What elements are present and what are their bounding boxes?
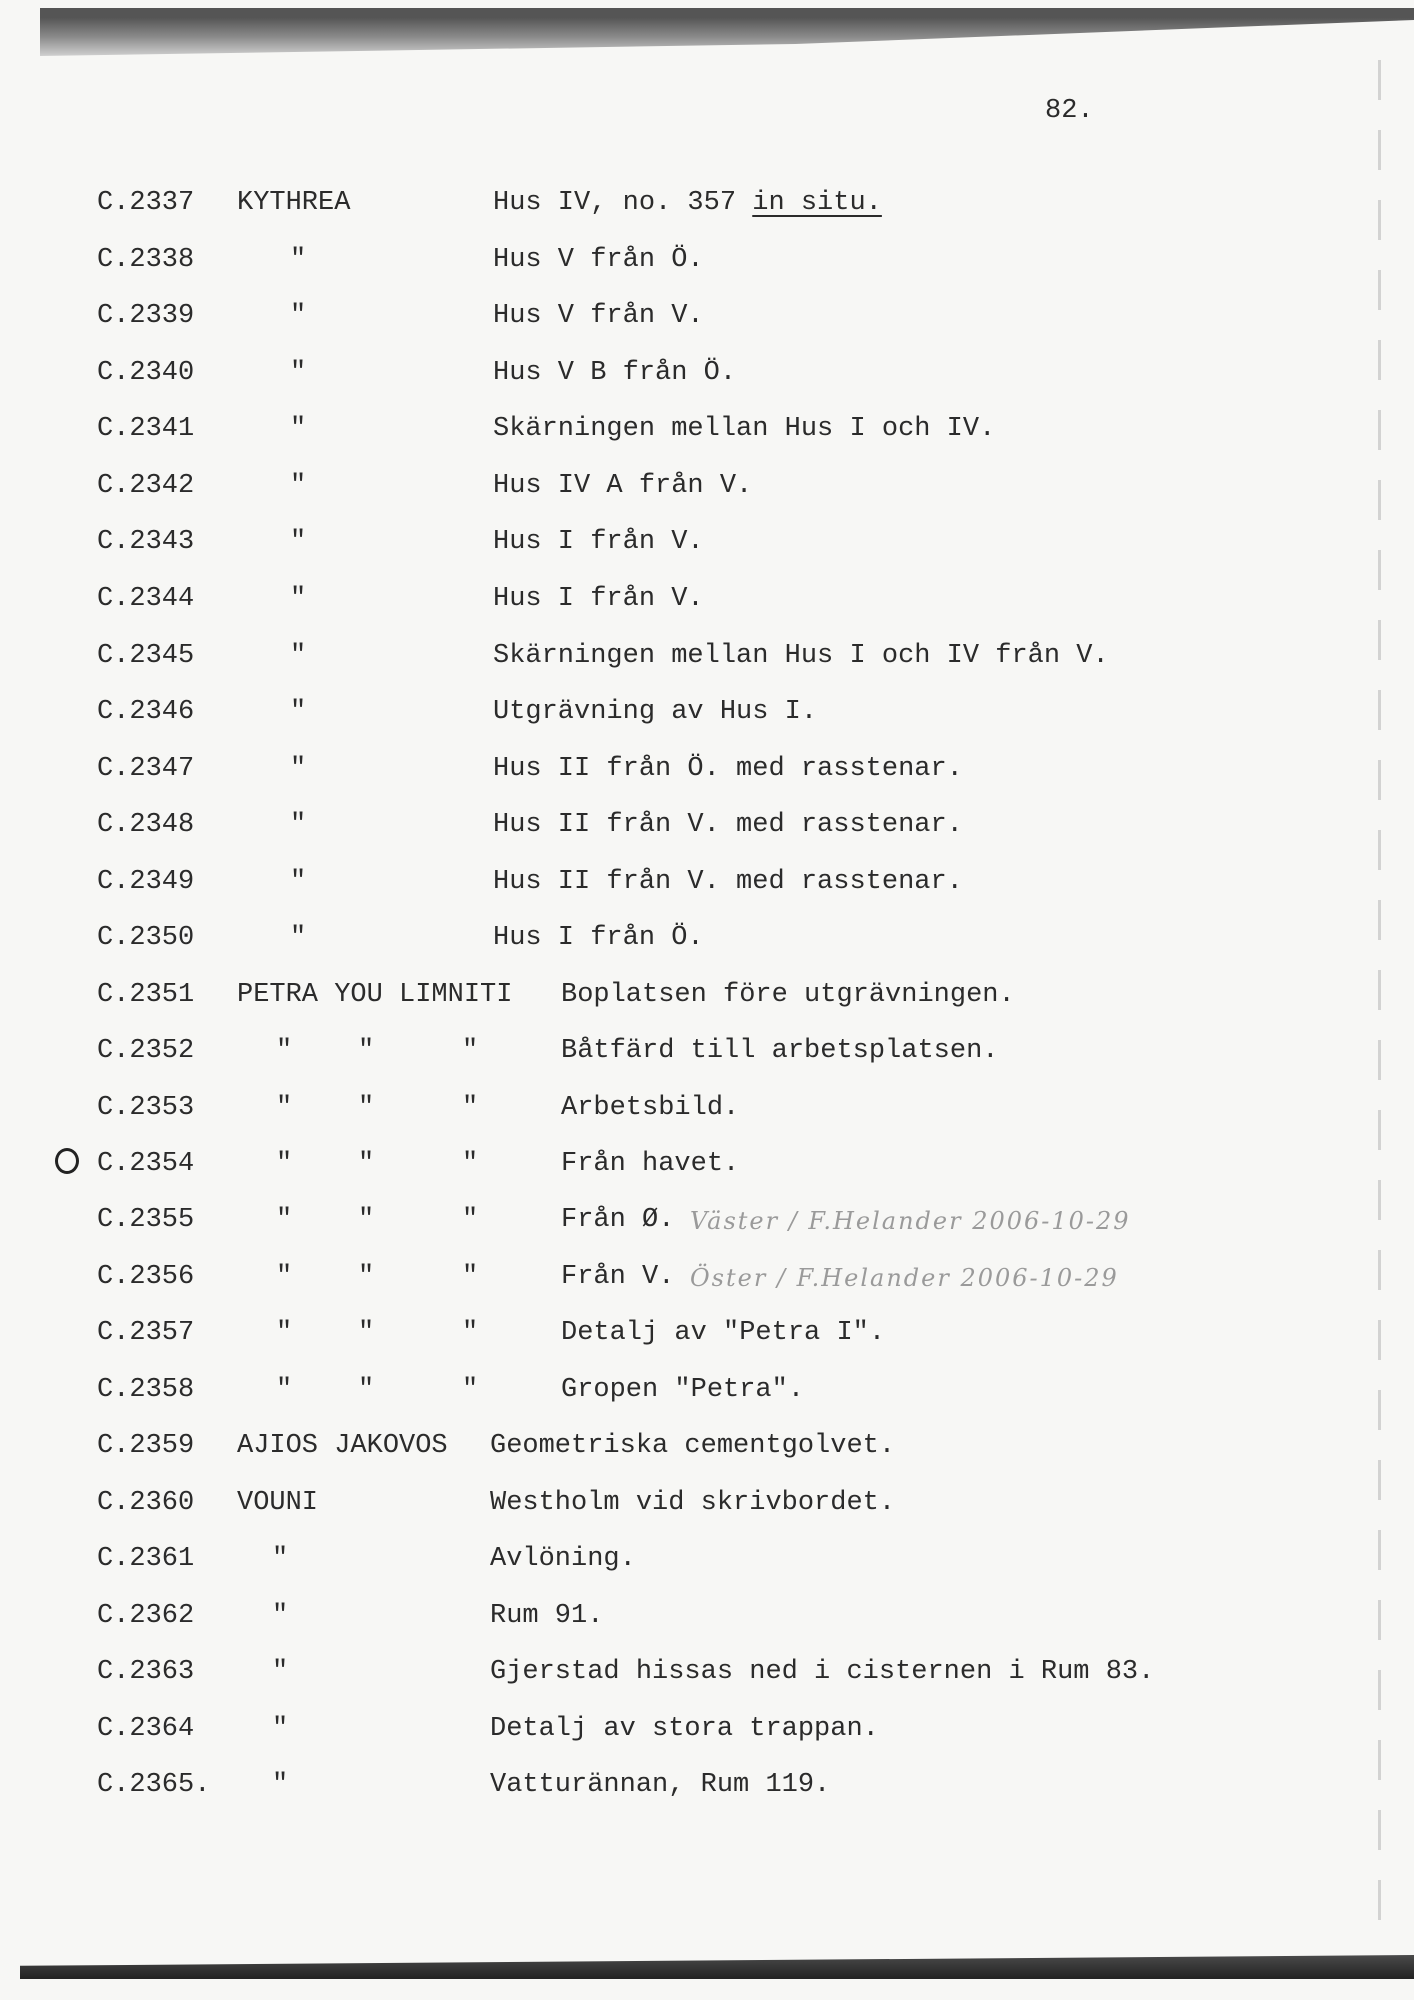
list-item [0,358,1380,398]
catalog-number: C.2346 [97,697,195,727]
list-item [0,1657,1380,1697]
ditto-mark: " [272,1714,289,1744]
list-item [0,697,1380,737]
ditto-mark: " [358,1262,375,1292]
ditto-mark: " [462,1149,479,1179]
description: Rum 91. [490,1601,604,1631]
handwritten-annotation: Öster / F.Helander 2006-10-29 [690,1264,1119,1292]
place-name: KYTHREA [237,188,351,218]
ditto-mark: " [290,641,307,671]
ditto-mark: " [462,1036,479,1066]
description: Hus I från V. [493,584,704,614]
catalog-number: C.2354 [97,1149,195,1179]
ditto-mark: " [276,1318,293,1348]
ditto-mark: " [272,1770,289,1800]
catalog-number: C.2362 [97,1601,195,1631]
place-name: PETRA YOU LIMNITI [237,980,513,1010]
catalog-number: C.2350 [97,923,195,953]
catalog-number: C.2348 [97,810,195,840]
list-item [0,1149,1380,1189]
list-item [0,584,1380,624]
ditto-mark: " [290,301,307,331]
ditto-mark: " [290,697,307,727]
list-item [0,810,1380,850]
ditto-mark: " [272,1601,289,1631]
handwritten-annotation: Väster / F.Helander 2006-10-29 [690,1207,1131,1235]
ditto-mark: " [290,810,307,840]
ditto-mark: " [290,358,307,388]
catalog-number: C.2337 [97,188,195,218]
description: Westholm vid skrivbordet. [490,1488,896,1518]
description: Utgrävning av Hus I. [493,697,818,727]
description: Från havet. [561,1149,740,1179]
list-item [0,641,1380,681]
catalog-number: C.2352 [97,1036,195,1066]
list-item [0,1601,1380,1641]
description: Gropen "Petra". [561,1375,805,1405]
description: Från V. [561,1262,675,1292]
description: Hus V B från Ö. [493,358,737,388]
catalog-number: C.2339 [97,301,195,331]
description: Boplatsen före utgrävningen. [561,980,1015,1010]
list-item [0,245,1380,285]
description: Hus II från Ö. med rasstenar. [493,754,963,784]
ditto-mark: " [358,1036,375,1066]
list-item [0,301,1380,341]
description: Hus V från Ö. [493,245,704,275]
list-item [0,1375,1380,1415]
description: Hus V från V. [493,301,704,331]
catalog-number: C.2363 [97,1657,195,1687]
list-item [0,1544,1380,1584]
catalog-number: C.2365. [97,1770,211,1800]
description: Arbetsbild. [561,1093,740,1123]
list-item [0,867,1380,907]
list-item [0,1770,1380,1810]
catalog-number: C.2343 [97,527,195,557]
list-item [0,1262,1380,1302]
ditto-mark: " [290,754,307,784]
description: Vatturännan, Rum 119. [490,1770,831,1800]
ditto-mark: " [276,1093,293,1123]
ditto-mark: " [358,1205,375,1235]
list-item [0,1318,1380,1358]
ditto-mark: " [276,1262,293,1292]
catalog-number: C.2358 [97,1375,195,1405]
ditto-mark: " [276,1036,293,1066]
list-item [0,980,1380,1020]
scan-top-edge [40,8,1414,56]
catalog-number: C.2349 [97,867,195,897]
description: Skärningen mellan Hus I och IV. [493,414,996,444]
description: Båtfärd till arbetsplatsen. [561,1036,999,1066]
ditto-mark: " [358,1375,375,1405]
description-underlined: in situ. [752,188,882,218]
ditto-mark: " [462,1375,479,1405]
ditto-mark: " [276,1375,293,1405]
place-name: AJIOS JAKOVOS [237,1431,448,1461]
ditto-mark: " [276,1149,293,1179]
ditto-mark: " [290,414,307,444]
ditto-mark: " [276,1205,293,1235]
ditto-mark: " [272,1657,289,1687]
list-item [0,1488,1380,1528]
catalog-number: C.2344 [97,584,195,614]
ditto-mark: " [290,867,307,897]
catalog-number: C.2341 [97,414,195,444]
catalog-number: C.2359 [97,1431,195,1461]
catalog-number: C.2351 [97,980,195,1010]
description: Gjerstad hissas ned i cisternen i Rum 83. [490,1657,1155,1687]
ditto-mark: " [462,1205,479,1235]
ditto-mark: " [290,923,307,953]
ditto-mark: " [290,471,307,501]
place-name: VOUNI [237,1488,319,1518]
list-item [0,1205,1380,1245]
scan-bottom-edge [20,1955,1414,1979]
description: Detalj av stora trappan. [490,1714,879,1744]
catalog-number: C.2360 [97,1488,195,1518]
ditto-mark: " [358,1093,375,1123]
description: Hus II från V. med rasstenar. [493,867,963,897]
catalog-number: C.2364 [97,1714,195,1744]
list-item [0,754,1380,794]
catalog-number: C.2340 [97,358,195,388]
catalog-number: C.2345 [97,641,195,671]
description-text: Hus IV, no. 357 [493,188,753,218]
list-item [0,1036,1380,1076]
catalog-number: C.2353 [97,1093,195,1123]
catalog-number: C.2356 [97,1262,195,1292]
catalog-number: C.2342 [97,471,195,501]
description [493,188,882,218]
ditto-mark: " [358,1149,375,1179]
description: Hus II från V. med rasstenar. [493,810,963,840]
ditto-mark: " [358,1318,375,1348]
ditto-mark: " [462,1318,479,1348]
description: Skärningen mellan Hus I och IV från V. [493,641,1109,671]
list-item [0,414,1380,454]
ditto-mark: " [462,1262,479,1292]
description: Hus IV A från V. [493,471,753,501]
ditto-mark: " [272,1544,289,1574]
ditto-mark: " [462,1093,479,1123]
description: Geometriska cementgolvet. [490,1431,896,1461]
ditto-mark: " [290,584,307,614]
ditto-mark: " [290,527,307,557]
ditto-mark: " [290,245,307,275]
description: Från Ø. [561,1205,675,1235]
catalog-number: C.2347 [97,754,195,784]
description: Detalj av "Petra I". [561,1318,886,1348]
circle-mark-icon [55,1148,79,1174]
list-item [0,527,1380,567]
list-item [0,471,1380,511]
list-item [0,1431,1380,1471]
catalog-number: C.2357 [97,1318,195,1348]
list-item [0,923,1380,963]
page-number: 82. [1045,96,1094,126]
description: Avlöning. [490,1544,636,1574]
catalog-number: C.2361 [97,1544,195,1574]
list-item [0,1714,1380,1754]
list-item [0,1093,1380,1133]
catalog-number: C.2355 [97,1205,195,1235]
list-item [0,188,1380,228]
catalog-number: C.2338 [97,245,195,275]
description: Hus I från Ö. [493,923,704,953]
description: Hus I från V. [493,527,704,557]
